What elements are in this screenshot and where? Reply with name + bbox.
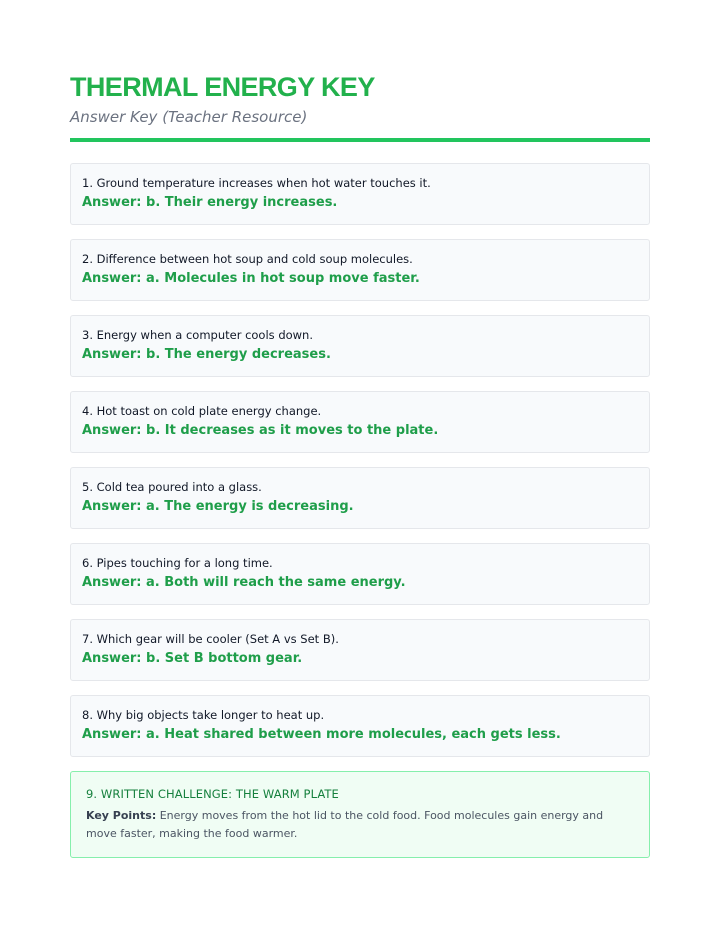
question-list (70, 163, 650, 757)
question-text: 4. Hot toast on cold plate energy change. (82, 404, 322, 418)
answer-text: Answer: b. Their energy increases. (82, 195, 338, 210)
answer-text: Answer: a. Both will reach the same energy. (82, 575, 406, 590)
question-text: 2. Difference between hot soup and cold soup molecules. (82, 252, 413, 266)
challenge-title: 9. WRITTEN CHALLENGE: THE WARM PLATE (86, 787, 339, 801)
answer-text: Answer: b. Set B bottom gear. (82, 651, 303, 666)
question-card-2 (70, 239, 650, 301)
key-points-label: Key Points: (86, 809, 157, 822)
question-text: 1. Ground temperature increases when hot water touches it. (82, 176, 431, 190)
challenge-body (86, 807, 634, 843)
question-text: 5. Cold tea poured into a glass. (82, 480, 262, 494)
question-card-4 (70, 391, 650, 453)
answer-text: Answer: a. Molecules in hot soup move faster. (82, 271, 420, 286)
answer-text: Answer: a. Heat shared between more molecules, each gets less. (82, 727, 561, 742)
answer-text: Answer: b. It decreases as it moves to the plate. (82, 423, 439, 438)
question-text: 7. Which gear will be cooler (Set A vs Set B). (82, 632, 339, 646)
question-card-6 (70, 543, 650, 605)
question-text: 6. Pipes touching for a long time. (82, 556, 273, 570)
page-subtitle: Answer Key (Teacher Resource) (70, 108, 308, 126)
written-challenge-card (70, 771, 650, 858)
answer-text: Answer: b. The energy decreases. (82, 347, 331, 362)
question-card-3 (70, 315, 650, 377)
page-title: THERMAL ENERGY KEY (70, 72, 375, 102)
answer-text: Answer: a. The energy is decreasing. (82, 499, 354, 514)
question-card-7 (70, 619, 650, 681)
question-text: 8. Why big objects take longer to heat up. (82, 708, 325, 722)
question-text: 3. Energy when a computer cools down. (82, 328, 313, 342)
question-card-5 (70, 467, 650, 529)
header-divider (70, 138, 650, 142)
question-card-8 (70, 695, 650, 757)
question-card-1 (70, 163, 650, 225)
key-points-text: Energy moves from the hot lid to the cold food. Food molecules gain energy and move faster, making the food warmer. (86, 809, 604, 840)
